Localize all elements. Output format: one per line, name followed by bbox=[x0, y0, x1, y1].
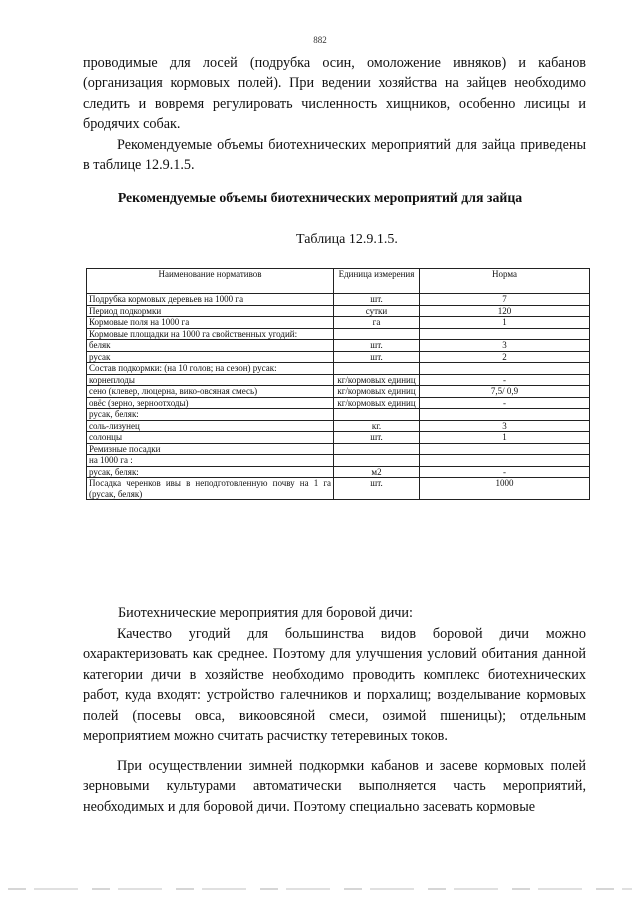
row-unit: га bbox=[334, 317, 420, 329]
row-unit: шт. bbox=[334, 478, 420, 500]
row-unit: кг. bbox=[334, 420, 420, 432]
table-row bbox=[87, 466, 590, 478]
subheading: Биотехнические мероприятия для боровой дичи: bbox=[118, 605, 413, 621]
table-row bbox=[87, 328, 590, 340]
row-name: русак, беляк: bbox=[87, 409, 334, 421]
intro-line: следить и вовремя регулировать численность хищников, особенно лисицы и bbox=[83, 95, 586, 112]
header-name: Наименование нормативов bbox=[87, 269, 334, 294]
table-row bbox=[87, 374, 590, 386]
row-norm bbox=[420, 443, 590, 455]
row-norm: - bbox=[420, 466, 590, 478]
row-unit bbox=[334, 443, 420, 455]
table-row bbox=[87, 443, 590, 455]
table-row bbox=[87, 478, 590, 500]
table-row bbox=[87, 420, 590, 432]
row-unit bbox=[334, 328, 420, 340]
intro-line: проводимые для лосей (подрубка осин, омоложение ивняков) и кабанов bbox=[83, 55, 586, 71]
table-row bbox=[87, 386, 590, 398]
row-name: русак, беляк: bbox=[87, 466, 334, 478]
table-row bbox=[87, 432, 590, 444]
winter-feeding-paragraph: При осуществлении зимней подкормки кабанов и засеве кормовых полей зерновыми культурами автоматически выполняется часть мероприятий, необходимых и для боровой дичи. Поэтому специально засевать кормовые bbox=[83, 758, 586, 815]
row-norm: - bbox=[420, 397, 590, 409]
reference-paragraph: Рекомендуемые объемы биотехнических мероприятий для зайца приведены в таблице 12.9.1.5. bbox=[83, 137, 586, 174]
row-name: Кормовые поля на 1000 га bbox=[87, 317, 334, 329]
row-norm: 1 bbox=[420, 317, 590, 329]
row-unit: м2 bbox=[334, 466, 420, 478]
row-name: Посадка черенков ивы в неподготовленную почву на 1 га (русак, беляк) bbox=[87, 478, 334, 500]
row-name: корнеплоды bbox=[87, 374, 334, 386]
row-norm bbox=[420, 363, 590, 375]
row-norm: 2 bbox=[420, 351, 590, 363]
row-unit: кг/кормовых единиц bbox=[334, 374, 420, 386]
intro-paragraph bbox=[83, 53, 586, 135]
table-row bbox=[87, 397, 590, 409]
table-row bbox=[87, 317, 590, 329]
row-norm: 120 bbox=[420, 305, 590, 317]
row-name: на 1000 га : bbox=[87, 455, 334, 467]
row-name: Подрубка кормовых деревьев на 1000 га bbox=[87, 294, 334, 306]
row-norm: 7,5/ 0,9 bbox=[420, 386, 590, 398]
row-name: соль-лизунец bbox=[87, 420, 334, 432]
table-row bbox=[87, 363, 590, 375]
table-row bbox=[87, 340, 590, 352]
row-norm: 3 bbox=[420, 420, 590, 432]
table-header-row bbox=[87, 269, 590, 294]
section-heading: Рекомендуемые объемы биотехнических мероприятий для зайца bbox=[117, 190, 523, 205]
table-row bbox=[87, 305, 590, 317]
row-norm bbox=[420, 455, 590, 467]
header-norm: Норма bbox=[420, 269, 590, 294]
row-name: Состав подкормки: (на 10 голов; на сезон) русак: bbox=[87, 363, 334, 375]
quality-paragraph: Качество угодий для большинства видов боровой дичи можно охарактеризовать как среднее. Поэтому для улучшения условий обитания данной категории дичи в хозяйстве необходимо проводить комплекс биотехнических работ, куда входят: устройство галечников и порхалищ; возделывание кормовых полей (посевы овса, викоовсяной смеси, озимой пшеницы); отдельным мероприятием можно считать расчистку тетеревиных токов. bbox=[83, 626, 586, 745]
intro-line: (организация кормовых полей). При ведении хозяйства на зайцев необходимо bbox=[83, 75, 586, 92]
row-unit bbox=[334, 409, 420, 421]
row-norm: 1000 bbox=[420, 478, 590, 500]
table-row bbox=[87, 294, 590, 306]
scan-artifact bbox=[8, 888, 632, 890]
table-row bbox=[87, 409, 590, 421]
table-row bbox=[87, 351, 590, 363]
row-unit: кг/кормовых единиц bbox=[334, 397, 420, 409]
row-norm: 7 bbox=[420, 294, 590, 306]
row-name: солонцы bbox=[87, 432, 334, 444]
header-unit: Единица измерения bbox=[334, 269, 420, 294]
row-unit: кг/кормовых единиц bbox=[334, 386, 420, 398]
row-name: овёс (зерно, зерноотходы) bbox=[87, 397, 334, 409]
row-name: Период подкормки bbox=[87, 305, 334, 317]
row-norm: - bbox=[420, 374, 590, 386]
row-norm: 1 bbox=[420, 432, 590, 444]
row-norm: 3 bbox=[420, 340, 590, 352]
row-unit: шт. bbox=[334, 294, 420, 306]
row-norm bbox=[420, 328, 590, 340]
page-number: 882 bbox=[313, 35, 327, 45]
row-name: сено (клевер, люцерна, вико-овсяная смесь) bbox=[87, 386, 334, 398]
row-unit: сутки bbox=[334, 305, 420, 317]
intro-line: бродячих собак. bbox=[83, 116, 181, 133]
table-row bbox=[87, 455, 590, 467]
row-name: Ремизные посадки bbox=[87, 443, 334, 455]
row-unit: шт. bbox=[334, 432, 420, 444]
row-unit: шт. bbox=[334, 340, 420, 352]
row-unit bbox=[334, 455, 420, 467]
table-caption: Таблица 12.9.1.5. bbox=[296, 232, 398, 247]
row-unit bbox=[334, 363, 420, 375]
row-name: русак bbox=[87, 351, 334, 363]
norms-table bbox=[86, 268, 590, 500]
row-norm bbox=[420, 409, 590, 421]
row-unit: шт. bbox=[334, 351, 420, 363]
row-name: беляк bbox=[87, 340, 334, 352]
row-name: Кормовые площадки на 1000 га свойственных угодий: bbox=[87, 328, 334, 340]
